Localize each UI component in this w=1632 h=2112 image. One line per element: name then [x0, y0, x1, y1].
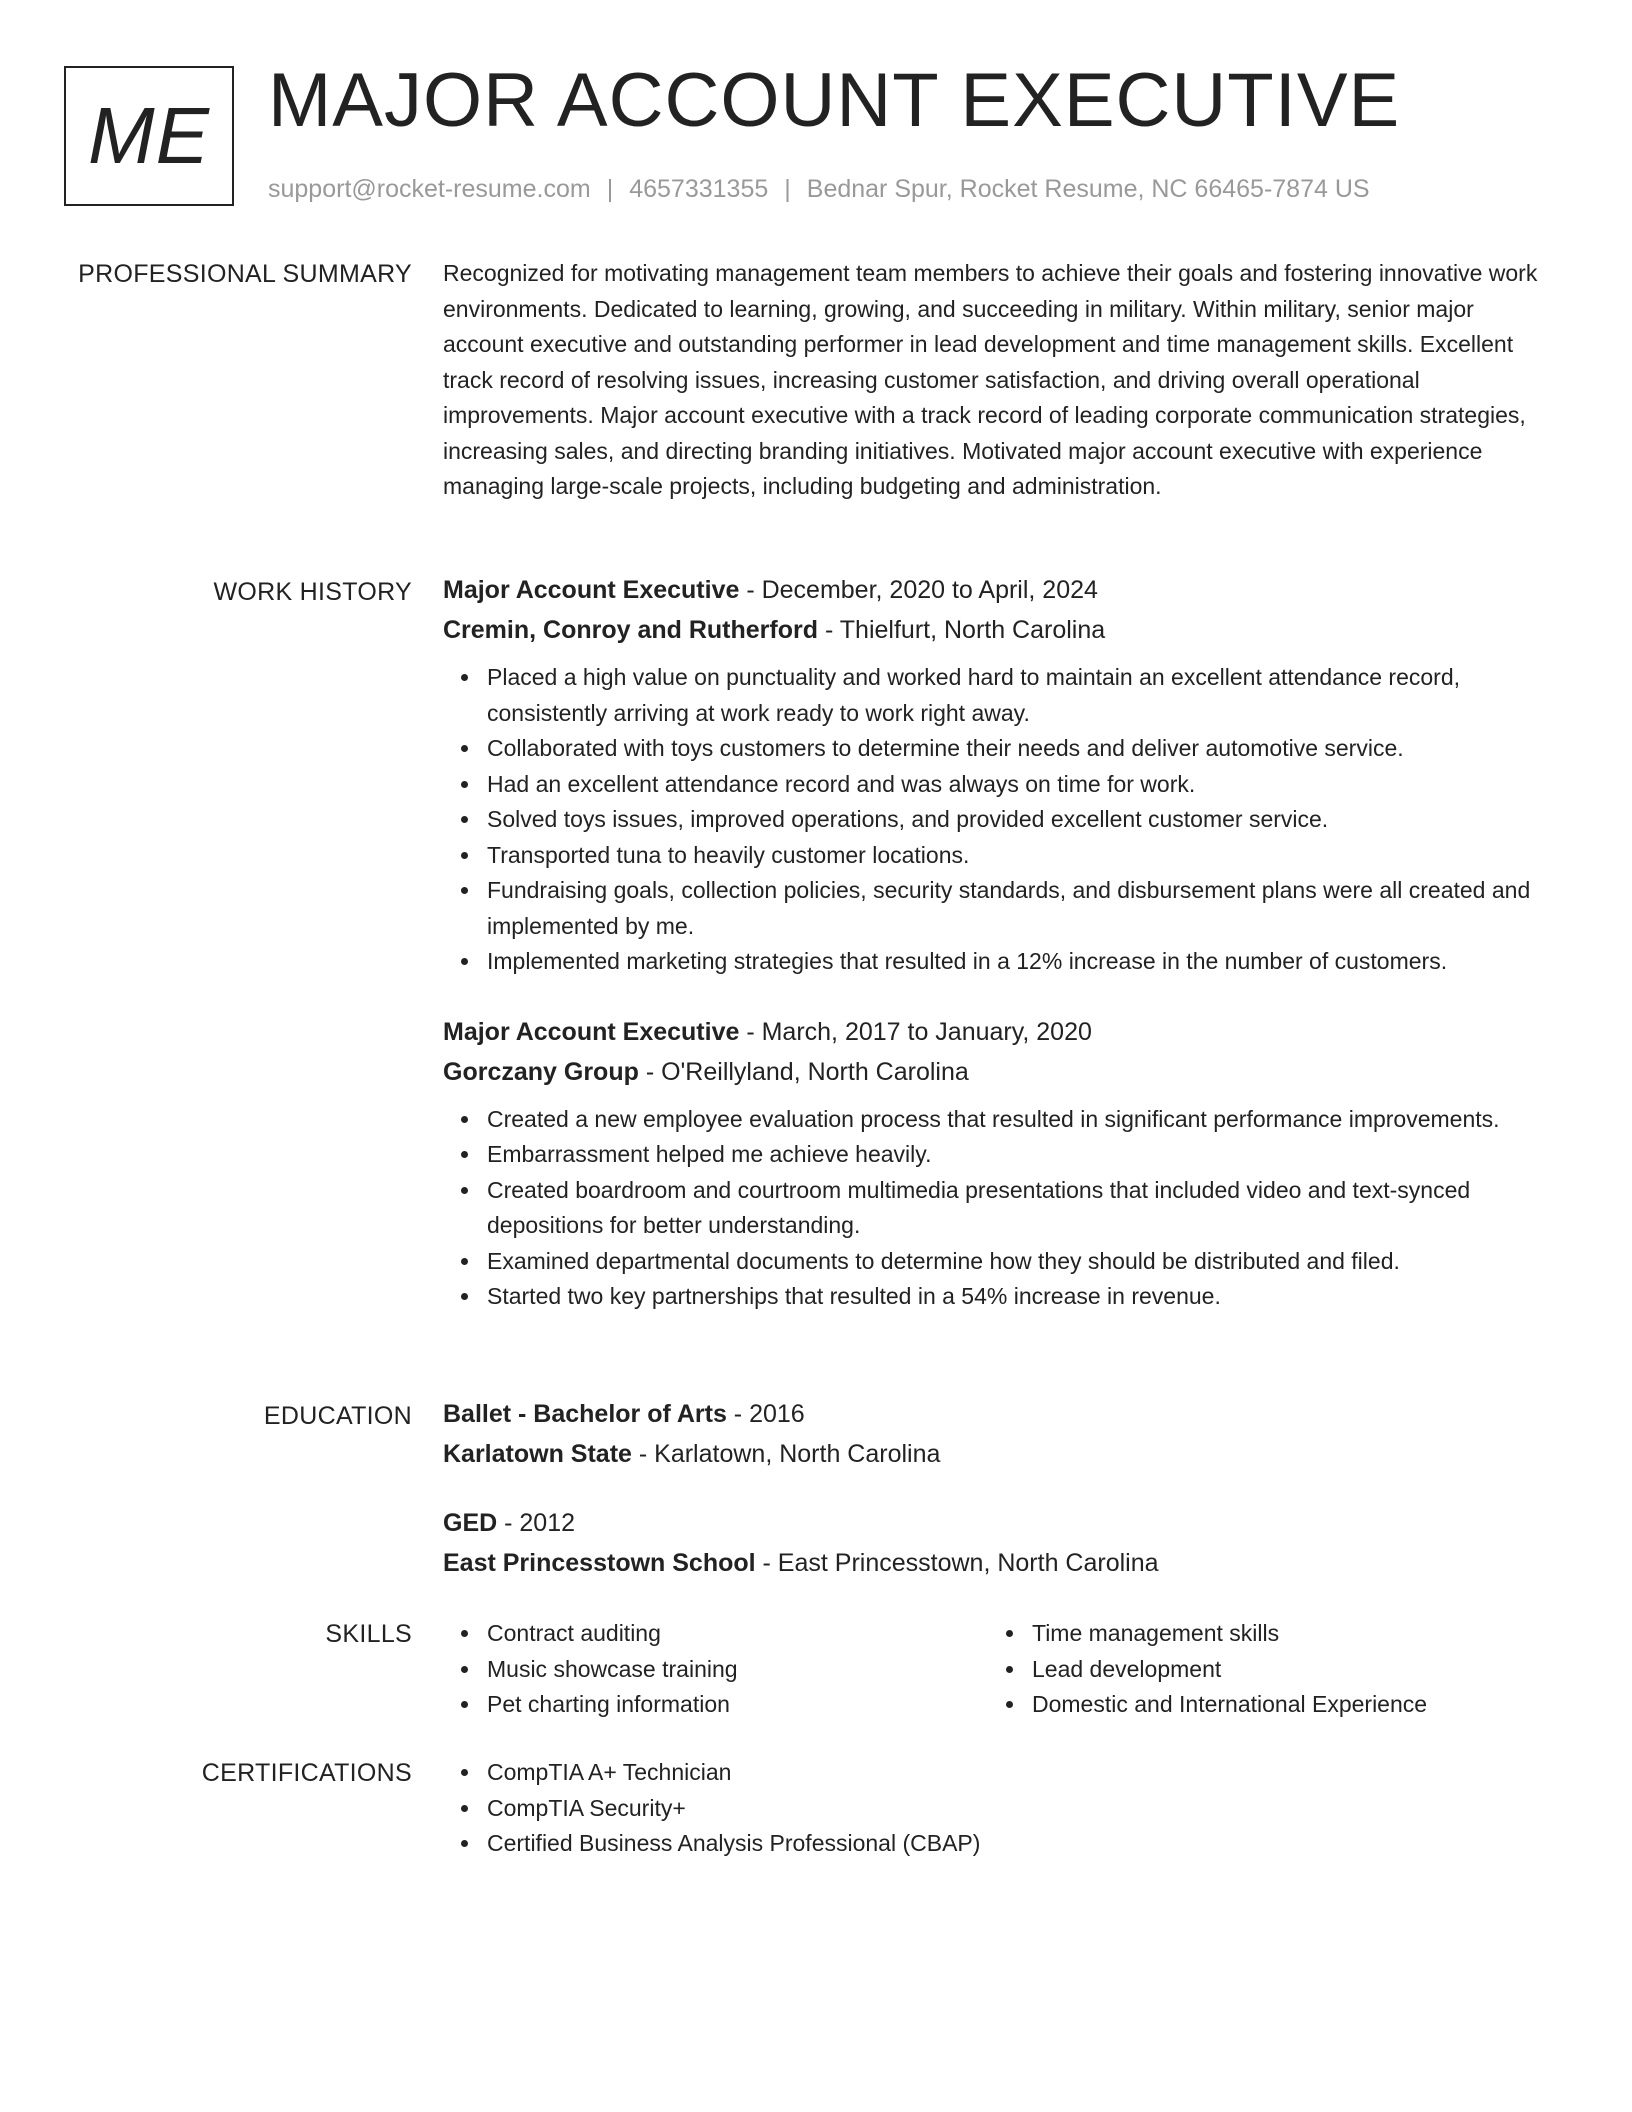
list-item: Contract auditing — [487, 1616, 988, 1652]
list-item: Music showcase training — [487, 1652, 988, 1688]
education-year: - 2016 — [726, 1400, 805, 1428]
education-entry — [443, 1394, 1553, 1474]
certifications-body — [443, 1755, 1553, 1862]
job-title: Major Account Executive — [443, 1017, 740, 1046]
list-item: Pet charting information — [487, 1687, 988, 1723]
list-item: Lead development — [1032, 1652, 1533, 1688]
list-item: Created boardroom and courtroom multimedia presentations that included video and text-synced depositions for better understanding. — [487, 1173, 1553, 1244]
list-item: Had an excellent attendance record and was always on time for work. — [487, 767, 1553, 803]
job-company: Cremin, Conroy and Rutherford — [443, 616, 819, 644]
job-title: Major Account Executive — [443, 576, 740, 604]
job-title-line — [443, 570, 1553, 610]
skills-grid — [443, 1616, 1553, 1723]
list-item: Transported tuna to heavily customer locations. — [487, 838, 1553, 874]
summary-body — [443, 256, 1553, 505]
contact-phone[interactable]: 4657331355 — [629, 175, 769, 203]
job-entry — [443, 1012, 1553, 1315]
list-item: Created a new employee evaluation process that resulted in significant performance improvements. — [487, 1102, 1553, 1138]
contact-line — [268, 174, 1370, 204]
list-item: CompTIA Security+ — [487, 1791, 1553, 1827]
list-item: CompTIA A+ Technician — [487, 1755, 1553, 1791]
job-company: Gorczany Group — [443, 1057, 639, 1086]
education-location: - Karlatown, North Carolina — [631, 1440, 941, 1468]
list-item: Domestic and International Experience — [1032, 1687, 1533, 1723]
list-item: Solved toys issues, improved operations, and provided excellent customer service. — [487, 802, 1553, 838]
list-item: Placed a high value on punctuality and worked hard to maintain an excellent attendance record, consistently arriving at work ready to work right away. — [487, 660, 1553, 731]
page-title: MAJOR ACCOUNT EXECUTIVE — [268, 58, 1401, 143]
list-item: Examined departmental documents to determine how they should be distributed and filed. — [487, 1244, 1553, 1280]
education-school-line — [443, 1543, 1553, 1583]
education-school: East Princesstown School — [443, 1549, 756, 1577]
job-bullets — [443, 660, 1553, 980]
education-school-line — [443, 1434, 1553, 1474]
summary-text: Recognized for motivating management team members to achieve their goals and fostering innovative work environments. Dedicated to learning, growing, and succeeding in military. Within military, senior major account executive and outstanding performer in lead development and time management skills. Excellent track record of resolving issues, increasing customer satisfaction, and driving overall operational improvements. Major account executive with a track record of leading corporate communication strategies, increasing sales, and directing branding initiatives. Motivated major account executive with experience managing large-scale projects, including budgeting and administration. — [443, 260, 1538, 499]
list-item: Certified Business Analysis Professional (CBAP) — [487, 1826, 1553, 1862]
contact-separator: | — [606, 175, 614, 203]
certifications-list — [443, 1755, 1553, 1862]
job-location: - Thielfurt, North Carolina — [818, 616, 1106, 644]
contact-separator: | — [784, 175, 791, 203]
monogram-logo: ME — [64, 66, 234, 206]
education-degree: Ballet - Bachelor of Arts — [443, 1400, 727, 1428]
list-item: Implemented marketing strategies that resulted in a 12% increase in the number of customers. — [487, 944, 1553, 980]
section-label-education: EDUCATION — [263, 1402, 412, 1430]
job-company-line — [443, 1052, 1553, 1092]
skills-list-left — [443, 1616, 988, 1723]
job-company-line — [443, 610, 1553, 650]
job-entry — [443, 570, 1553, 980]
section-label-work-history: WORK HISTORY — [213, 578, 412, 606]
contact-email[interactable]: support@rocket-resume.com — [268, 175, 591, 203]
section-label-skills: SKILLS — [325, 1620, 412, 1648]
skills-body — [443, 1616, 1553, 1723]
job-dates: - March, 2017 to January, 2020 — [739, 1017, 1092, 1046]
list-item: Started two key partnerships that resulted in a 54% increase in revenue. — [487, 1279, 1553, 1315]
education-school: Karlatown State — [443, 1440, 632, 1468]
education-degree-line — [443, 1503, 1553, 1543]
list-item: Fundraising goals, collection policies, security standards, and disbursement plans were all created and implemented by me. — [487, 873, 1553, 944]
skills-list-right — [988, 1616, 1533, 1723]
work-history-body — [443, 574, 1553, 1315]
education-location: - East Princesstown, North Carolina — [755, 1549, 1159, 1577]
section-label-summary: PROFESSIONAL SUMMARY — [78, 260, 412, 288]
education-degree: GED — [443, 1509, 498, 1537]
job-dates: - December, 2020 to April, 2024 — [739, 576, 1098, 604]
education-body — [443, 1394, 1553, 1583]
education-entry — [443, 1503, 1553, 1583]
education-degree-line — [443, 1394, 1553, 1434]
job-title-line — [443, 1012, 1553, 1052]
job-location: - O'Reillyland, North Carolina — [638, 1057, 969, 1086]
section-label-certifications: CERTIFICATIONS — [201, 1759, 412, 1787]
list-item: Embarrassment helped me achieve heavily. — [487, 1137, 1553, 1173]
contact-address: Bednar Spur, Rocket Resume, NC 66465-7874 US — [806, 175, 1370, 203]
list-item: Collaborated with toys customers to determine their needs and deliver automotive service. — [487, 731, 1553, 767]
job-bullets — [443, 1102, 1553, 1315]
list-item: Time management skills — [1032, 1616, 1533, 1652]
education-year: - 2012 — [497, 1509, 576, 1537]
